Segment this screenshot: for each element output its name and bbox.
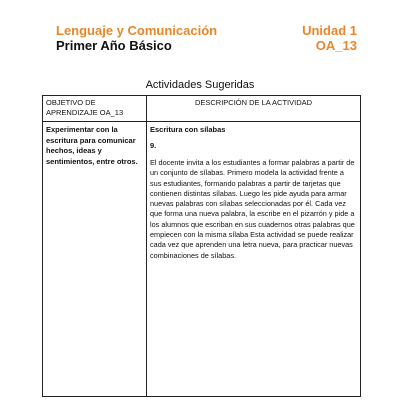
activity-number: 9. [150,141,157,150]
objective-text: Experimentar con la escritura para comunicar hechos, ideas y sentimientos, entre otros. [46,125,138,166]
section-title: Actividades Sugeridas [145,79,255,91]
table-header-row [43,96,361,122]
grade-title: Primer Año Básico [56,38,172,53]
activity-title: Escritura con sílabas [150,125,226,134]
activity-column-header: DESCRIPCIÓN DE LA ACTIVIDAD [147,96,361,122]
table-row [43,122,361,397]
objective-cell [43,122,147,397]
objective-cell-content [46,124,143,394]
unit-label: Unidad 1 [302,23,357,38]
activity-description: El docente invita a los estudiantes a formar palabras a partir de un conjunto de sílabas. Primero modela la actividad frente a sus estudiantes, formando palabras a partir de tarjetas que contienen distintas sílabas. Luego les pide ayuda para armar nuevas palabras con sílabas seleccionadas por él. Cada vez que forma una nueva palabra, la escribe en el pizarrón y pide a los alumnos que escriban en sus cuadernos otras palabras que empiecen con la misma sílaba Esta actividad se puede realizar cada vez que aprenden una letra nueva, para practicar nuevas combinaciones de sílabas. [150,158,355,260]
subject-title: Lenguaje y Comunicación [56,23,218,38]
objective-code-label: OA_13 [315,38,357,53]
activities-table [42,95,361,397]
objective-column-header: OBJETIVO DE APRENDIZAJE OA_13 [43,96,147,122]
activity-cell [147,122,361,397]
